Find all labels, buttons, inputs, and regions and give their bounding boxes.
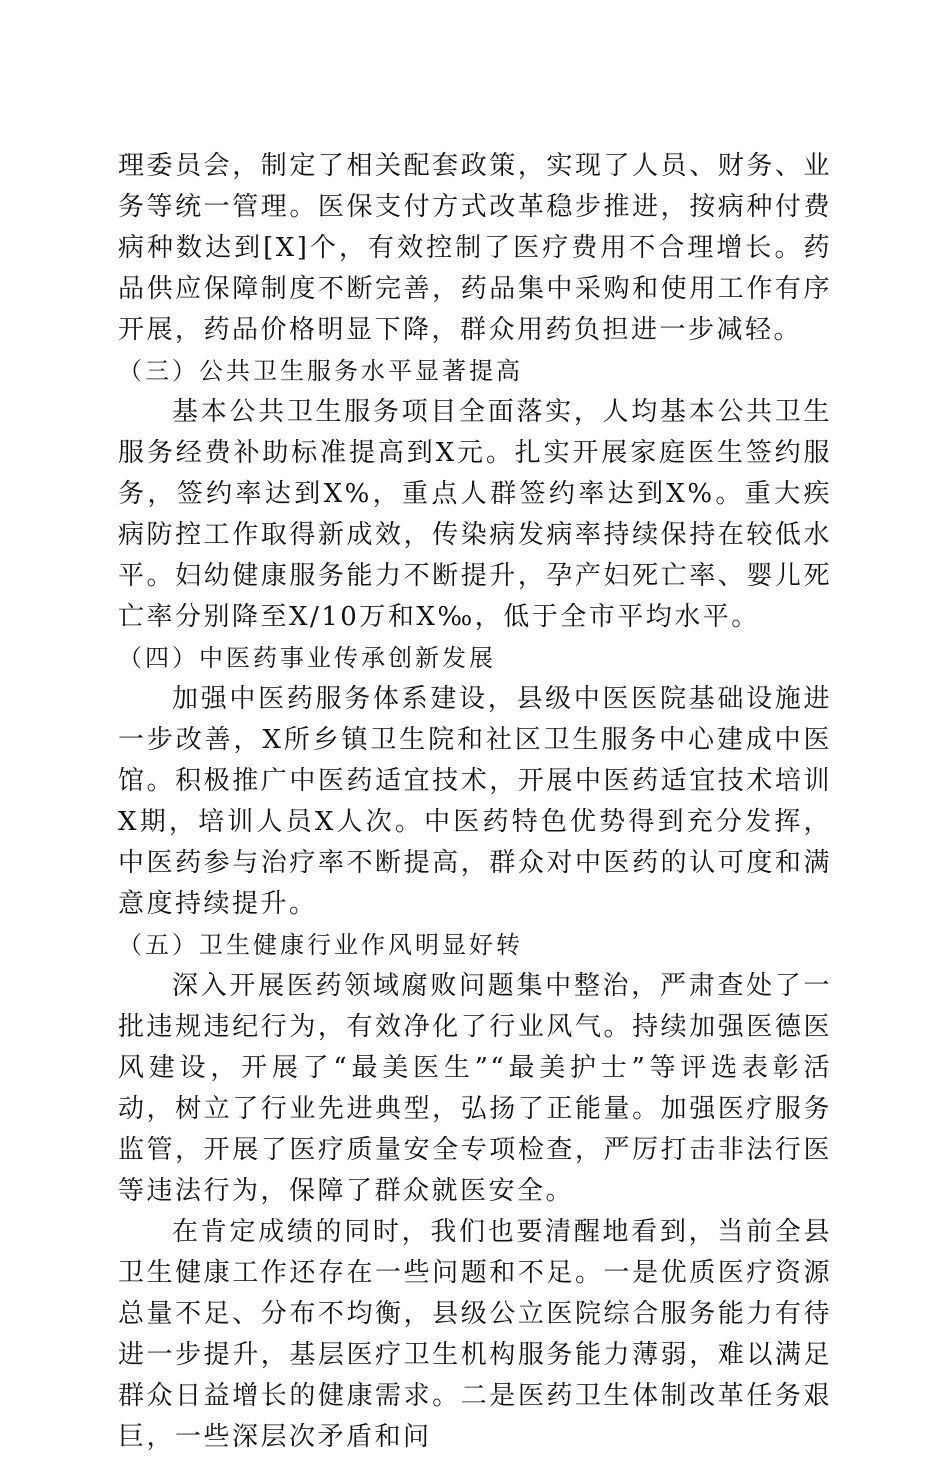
section-heading-3: （三）公共卫生服务水平显著提高 — [118, 357, 523, 385]
paragraph-tcm: 加强中医药服务体系建设，县级中医医院基础设施进一步改善，X所乡镇卫生院和社区卫生服务中心建成中医馆。积极推广中医药适宜技术，开展中医药适宜技术培训X期，培训人员X人次。中医药特色优势得到充分发挥，中医药参与治疗率不断提高，群众对中医药的认可度和满意度持续提升。 — [118, 684, 832, 919]
paragraph-continuation: 理委员会，制定了相关配套政策，实现了人员、财务、业务等统一管理。医保支付方式改革稳步推进，按病种付费病种数达到[X]个，有效控制了医疗费用不合理增长。药品供应保障制度不断完善，药品集中采购和使用工作有序开展，药品价格明显下降，群众用药负担进一步减轻。 — [118, 151, 832, 345]
document-body — [118, 146, 832, 1458]
paragraph-public-health: 基本公共卫生服务项目全面落实，人均基本公共卫生服务经费补助标准提高到X元。扎实开展家庭医生签约服务，签约率达到X%，重点人群签约率达到X%。重大疾病防控工作取得新成效，传染病发病率持续保持在较低水平。妇幼健康服务能力不断提升，孕产妇死亡率、婴儿死亡率分别降至X/10万和X‰，低于全市平均水平。 — [118, 397, 832, 632]
section-heading-4: （四）中医药事业传承创新发展 — [118, 644, 496, 672]
section-heading-5: （五）卫生健康行业作风明显好转 — [118, 931, 523, 959]
paragraph-problems: 在肯定成绩的同时，我们也要清醒地看到，当前全县卫生健康工作还存在一些问题和不足。一是优质医疗资源总量不足、分布不均衡，县级公立医院综合服务能力有待进一步提升，基层医疗卫生机构服务能力薄弱，难以满足群众日益增长的健康需求。二是医药卫生体制改革任务艰巨，一些深层次矛盾和问 — [118, 1217, 832, 1452]
paragraph-industry-conduct: 深入开展医药领域腐败问题集中整治，严肃查处了一批违规违纪行为，有效净化了行业风气。持续加强医德医风建设，开展了“最美医生”“最美护士”等评选表彰活动，树立了行业先进典型，弘扬了正能量。加强医疗服务监管，开展了医疗质量安全专项检查，严厉打击非法行医等违法行为，保障了群众就医安全。 — [118, 971, 832, 1206]
